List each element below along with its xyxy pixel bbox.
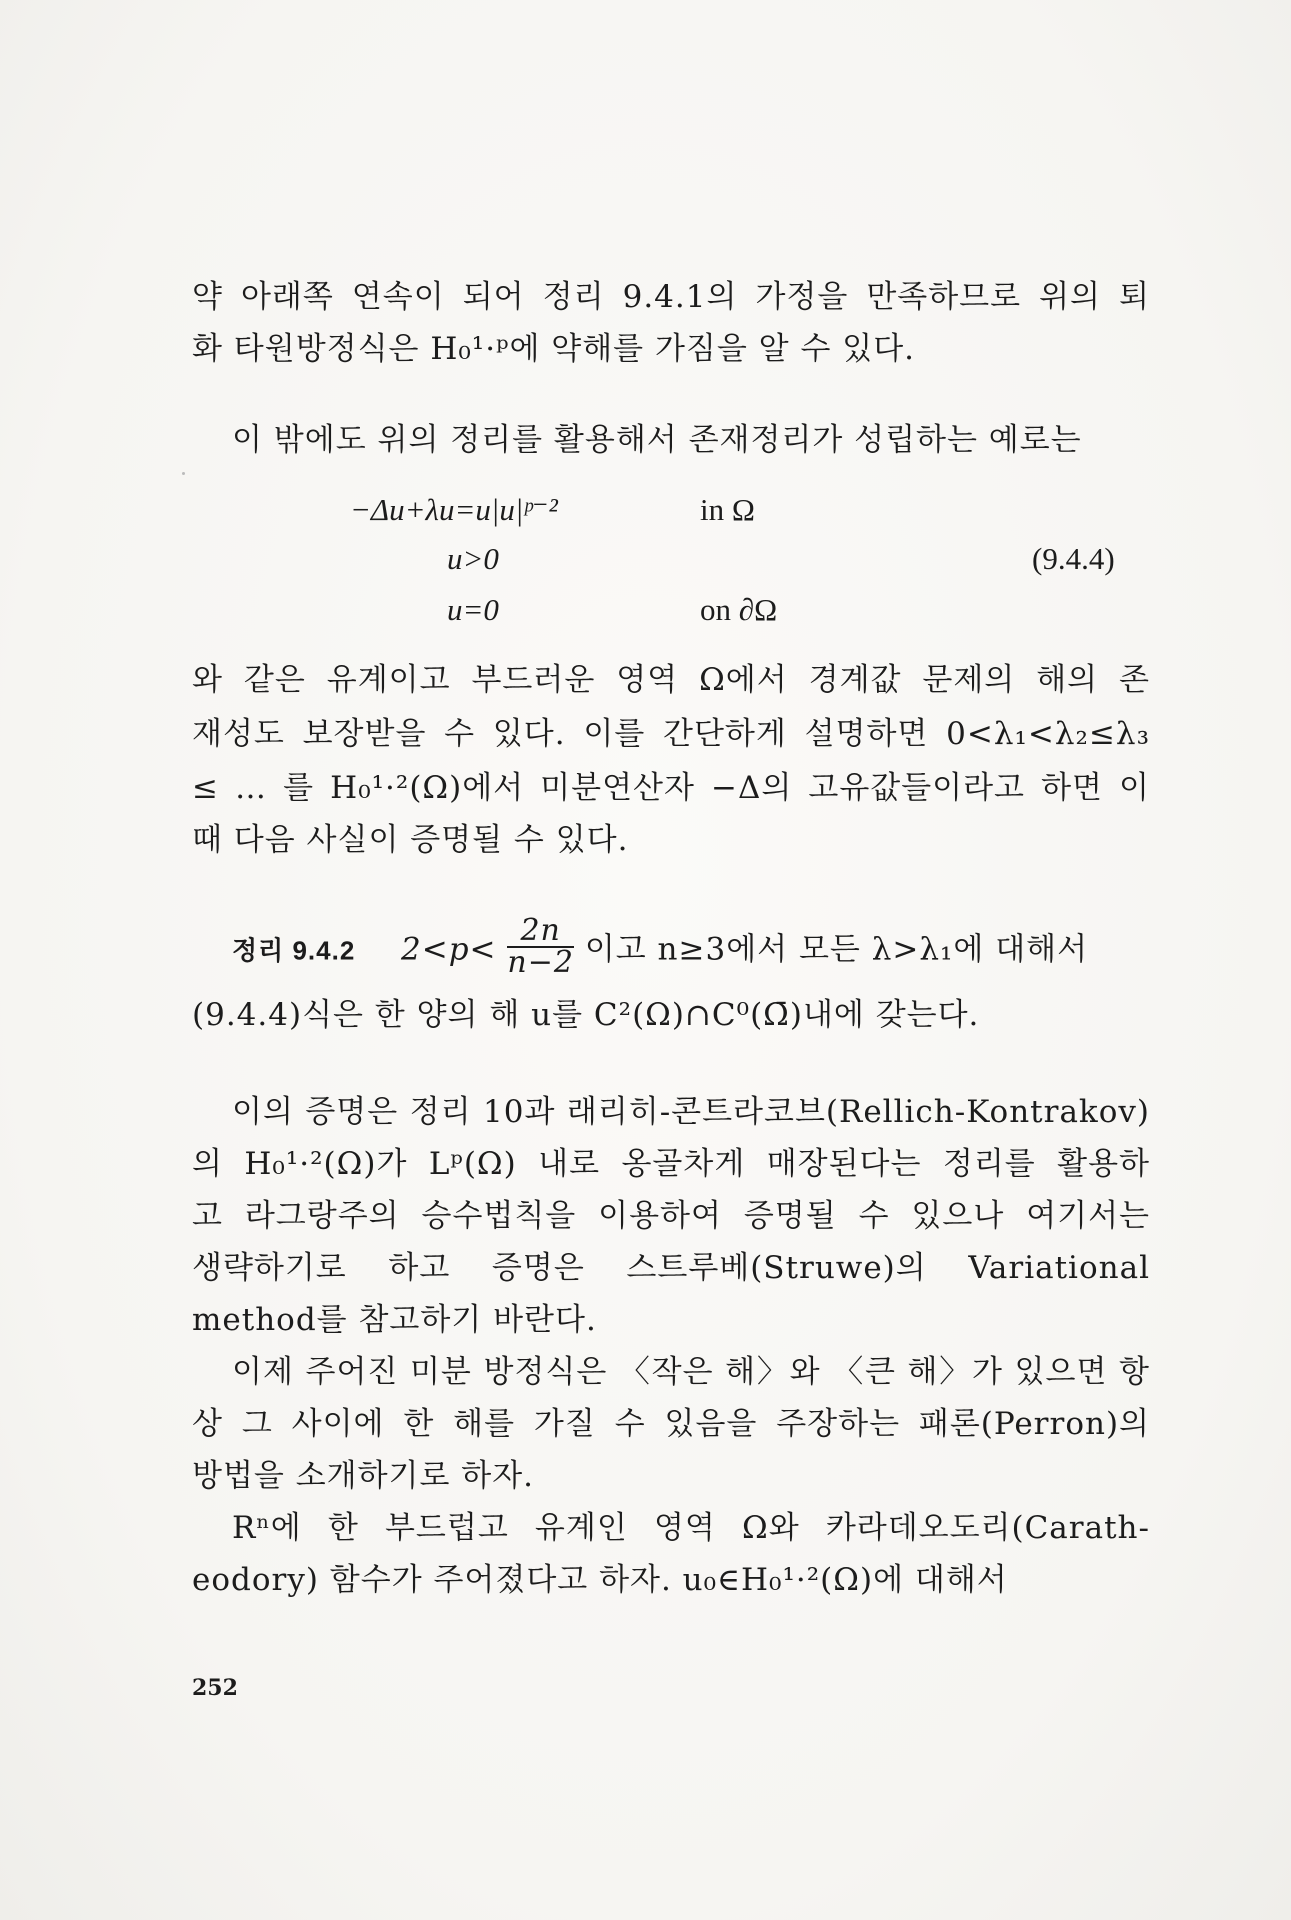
paragraph-line: 상 그 사이에 한 해를 가질 수 있음을 주장하는 패론(Perron)의: [192, 1406, 1150, 1442]
paragraph-line: 약 아래쪽 연속이 되어 정리 9.4.1의 가정을 만족하므로 위의 퇴: [192, 279, 1150, 315]
paragraph-line: Rⁿ에 한 부드럽고 유계인 영역 Ω와 카라데오도리(Carath-: [232, 1510, 1150, 1546]
fraction-numerator: 2n: [507, 916, 574, 948]
paragraph-line: 이 밖에도 위의 정리를 활용해서 존재정리가 성립하는 예로는: [232, 422, 1082, 458]
fraction: [507, 913, 574, 980]
equation-number: (9.4.4): [1032, 541, 1115, 576]
theorem-heading: 정리 9.4.2: [232, 935, 356, 966]
equation-condition-1: in Ω: [700, 492, 755, 527]
scan-speck: [182, 472, 185, 475]
paragraph-line: 이제 주어진 미분 방정식은 〈작은 해〉와 〈큰 해〉가 있으면 항: [232, 1354, 1150, 1390]
equation-condition-3: on ∂Ω: [700, 592, 778, 627]
fraction-denominator: n−2: [507, 945, 574, 980]
paragraph-line: 와 같은 유계이고 부드러운 영역 Ω에서 경계값 문제의 해의 존: [192, 662, 1150, 698]
equation-row-3: u=0: [447, 592, 499, 627]
paragraph-line: 방법을 소개하기로 하자.: [192, 1458, 535, 1494]
paragraph-line: method를 참고하기 바란다.: [192, 1302, 597, 1338]
equation-row-1: −Δu+λu=u|u|ᵖ⁻²: [350, 492, 558, 527]
theorem-condition: 이고 n≥3에서 모든 λ>λ₁에 대해서: [584, 931, 1089, 968]
paragraph-line: 고 라그랑주의 승수법칙을 이용하여 증명될 수 있으나 여기서는: [192, 1198, 1150, 1234]
paragraph-line: 화 타원방정식은 H₀¹·ᵖ에 약해를 가짐을 알 수 있다.: [192, 331, 915, 367]
paragraph-line: eodory) 함수가 주어졌다고 하자. u₀∈H₀¹·²(Ω)에 대해서: [192, 1562, 1008, 1598]
paragraph-line: 생략하기로 하고 증명은 스트루베(Struwe)의 Variational: [192, 1250, 1150, 1286]
page-number: 252: [192, 1675, 238, 1701]
theorem-inequality: 2<p<: [401, 931, 497, 968]
equation-row-2: u>0: [447, 541, 499, 576]
paragraph-line: 때 다음 사실이 증명될 수 있다.: [192, 822, 629, 858]
paragraph-line: 재성도 보장받을 수 있다. 이를 간단하게 설명하면 0<λ₁<λ₂≤λ₃: [192, 716, 1150, 752]
theorem-line-2: (9.4.4)식은 한 양의 해 u를 C²(Ω)∩C⁰(Ω̄)내에 갖는다.: [192, 997, 980, 1033]
paragraph-line: 이의 증명은 정리 10과 래리히-콘트라코브(Rellich-Kontrakov): [232, 1094, 1150, 1130]
theorem-statement: [232, 913, 1150, 982]
paragraph-line: ≤ … 를 H₀¹·²(Ω)에서 미분연산자 −Δ의 고유값들이라고 하면 이: [192, 770, 1150, 806]
paragraph-line: 의 H₀¹·²(Ω)가 Lᵖ(Ω) 내로 옹골차게 매장된다는 정리를 활용하: [192, 1146, 1150, 1182]
